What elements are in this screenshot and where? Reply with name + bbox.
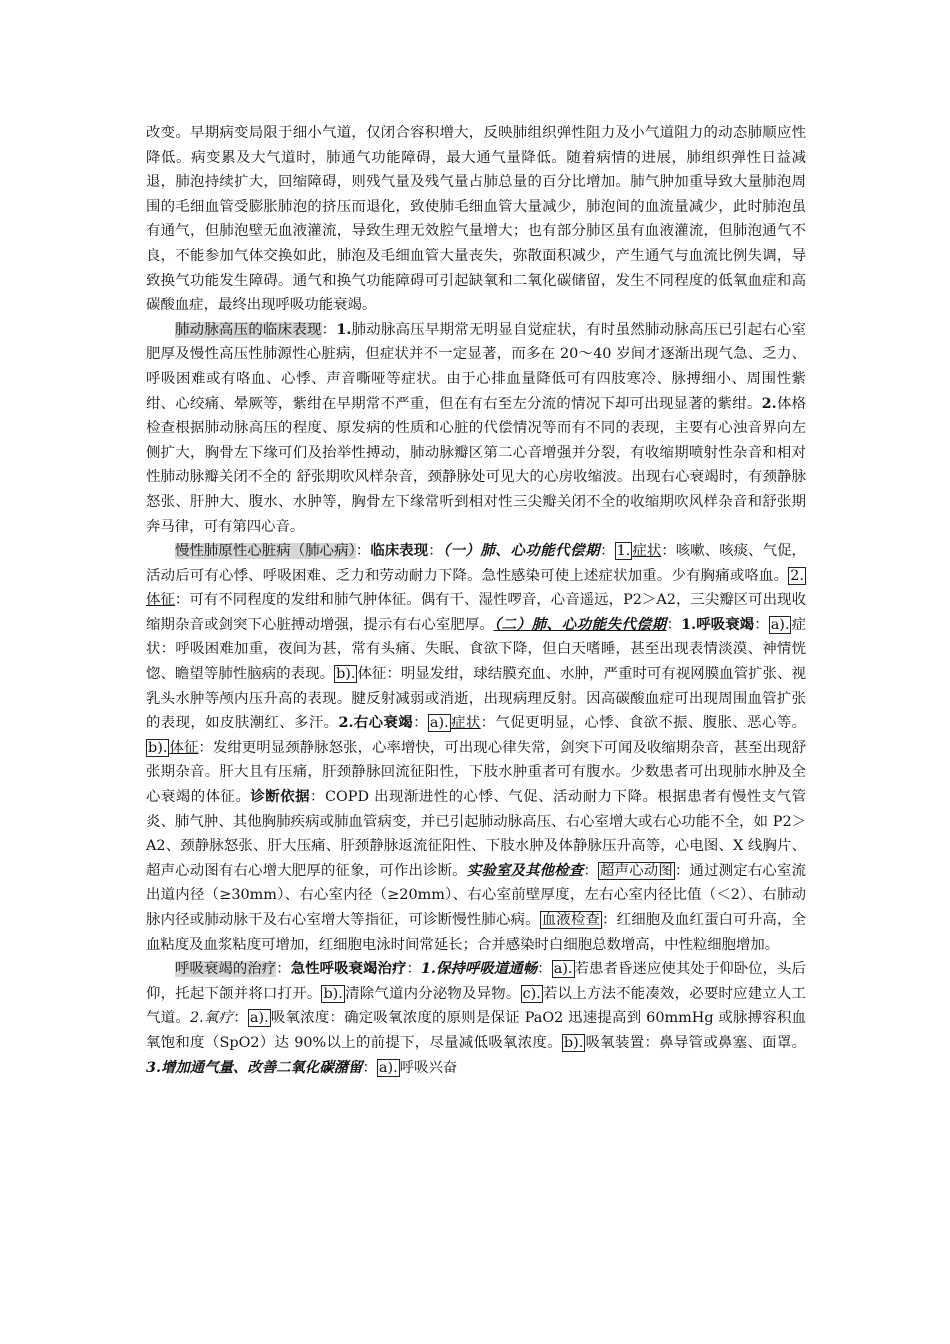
colon: ：	[233, 1010, 248, 1027]
paragraph-text: 清除气道内分泌物及异物。	[344, 985, 521, 1002]
paragraph-text: ：咳嗽、咳痰、气促，活动后可有心悸、呼吸困难、乏力和劳动耐力下降。急性感染可使上述症状加重。少有胸痛或咯血。	[146, 543, 806, 584]
boxed-letter: b).	[148, 739, 168, 756]
document-page	[146, 121, 806, 1080]
colon: ：	[362, 1059, 377, 1076]
paragraph-text: 吸氧浓度：确定吸氧浓度的原则是保证 PaO2 迅速提高到 60mmHg 或脉搏容积血氧饱和度（SpO2）达 90%以上的前提下，尽量减低吸氧浓度。	[146, 1010, 806, 1051]
subheading-diagnosis: 诊断依据	[250, 788, 311, 806]
subheading-decompensated: （二）肺、心功能失代偿期	[493, 615, 667, 633]
boxed-letter: a).	[429, 715, 449, 732]
colon: ：	[321, 321, 337, 338]
paragraph-respiratory-treatment	[146, 957, 806, 1080]
paragraph-text: ：发绀更明显颈静脉怒张，心率增快，可出现心律失常，剑突下可闻及收缩期杂音，甚至出现舒张期杂音。肝大且有压痛，肝颈静脉回流征阳性，下肢水肿重者可有腹水。少数患者可出现肺水肿及全心衰竭的体征。	[146, 739, 806, 806]
item-number: 2.	[761, 394, 777, 412]
colon: ：	[754, 616, 769, 633]
colon: ：	[428, 543, 443, 560]
boxed-term-echo: 超声心动图	[600, 862, 673, 879]
boxed-letter: a).	[249, 1010, 269, 1027]
colon: ：	[276, 961, 291, 978]
boxed-letter: b).	[336, 666, 356, 683]
underlined-term: 症状	[632, 543, 662, 560]
paragraph-text: 若以上方法不能凑效，必要时应建立人工气道。	[146, 985, 806, 1027]
boxed-letter: a).	[378, 1059, 398, 1076]
boxed-letter: b).	[563, 1034, 584, 1051]
subheading-compensated: （一）肺、心功能代偿期	[442, 542, 601, 560]
subheading-ventilation: 3.增加通气量、改善二氧化碳潴留	[146, 1058, 363, 1076]
boxed-number: 2.	[790, 567, 804, 584]
subheading-clinical: 临床表现	[370, 542, 429, 560]
section-title-pulmonary-hypertension: 肺动脉高压的临床表现	[175, 321, 322, 338]
paragraph-text: ：通过测定右心室流出道内径（≥30mm）、右心室内径（≥20mm）、右心室前壁厚度，左右心室内径比值（＜2）、右肺动脉内径或肺动脉干及右心室增大等指征，可诊断慢性肺心病。	[146, 862, 806, 928]
boxed-number: 1.	[616, 543, 631, 560]
boxed-letter: c).	[522, 985, 541, 1002]
subheading-respiratory-failure: 1.呼吸衰竭	[681, 615, 755, 633]
paragraph-text: 若患者昏迷应使其处于仰卧位，头后仰，托起下颌并将口打开。	[146, 961, 806, 1002]
section-title-cor-pulmonale: 慢性肺原性心脏病（肺心病）	[175, 543, 356, 560]
paragraph-pulmonary-function	[146, 121, 806, 318]
paragraph-text: ：可有不同程度的发绀和肺气肿体征。偶有干、湿性啰音，心音遥远，P2＞A2，三尖瓣区可出现收缩期杂音或剑突下心脏搏动增强，提示有右心室肥厚。	[146, 592, 806, 633]
paragraph-cor-pulmonale	[146, 539, 806, 957]
paragraph-pulmonary-hypertension	[146, 318, 806, 539]
colon: ：	[355, 543, 371, 560]
boxed-letter: a).	[553, 961, 573, 978]
subheading-acute-treatment: 急性呼吸衰竭治疗	[290, 960, 407, 978]
colon: ：	[600, 543, 615, 560]
item-number: 1.	[336, 320, 352, 338]
paragraph-text: 改变。早期病变局限于细小气道，仅闭合容积增大，反映肺组织弹性阻力及小气道阻力的动态肺顺应性降低。病变累及大气道时，肺通气功能障碍，最大通气量降低。随着病情的进展，肺组织弹性日益减退，肺泡持续扩大，回缩障碍，则残气量及残气量占肺总量的百分比增加。肺气肿加重导致大量肺泡周围的毛细血管受膨胀肺泡的挤压而退化，致使肺毛细血管大量减少，肺泡间的血流量减少，此时肺泡虽有通气，但肺泡壁无血液灌流，导致生理无效腔气量增大；也有部分肺区虽有血液灌流，但肺泡通气不良，不能参加气体交换如此，肺泡及毛细血管大量丧失，弥散面积减少，产生通气与血流比例失调，导致换气功能发生障碍。通气和换气功能障碍可引起缺氧和二氧化碳储留，发生不同程度的低氧血症和高碳酸血症，最终出现呼吸功能衰竭。	[146, 125, 806, 314]
paragraph-text: 呼吸兴奋	[399, 1059, 458, 1076]
subheading-airway: 1.保持呼吸道通畅	[420, 960, 538, 978]
colon: ：	[666, 616, 682, 633]
colon: ：	[406, 961, 421, 978]
subheading-lab-tests: 实验室及其他检查	[466, 861, 584, 879]
paragraph-text: COPD 出现渐进性的心悸、气促、活动耐力下降。根据患者有慢性支气管炎、肺气肿、其他胸肺疾病或肺血管病变，并已引起肺动脉高压、右心室增大或右心功能不全，如 P2＞A2、颈静脉怒张、肝大压痛、肝颈静脉返流征阳性、下肢水肿及体静脉压升高等，心电图、X 线胸片、超声心动图有右心增大肥厚的征象，可作出诊断。	[146, 789, 806, 879]
colon: ：	[537, 961, 552, 978]
paragraph-text: 吸氧装置：鼻导管或鼻塞、面罩。	[585, 1034, 806, 1051]
subheading-right-heart-failure: 2.右心衰竭	[338, 714, 414, 732]
underlined-term: 体征	[146, 592, 175, 609]
section-title-treatment: 呼吸衰竭的治疗	[175, 961, 277, 978]
paragraph-text: 体格检查根据肺动脉高压的程度、原发病的性质和心脏的代偿情况等而有不同的表现，主要有心浊音界向左侧扩大，胸骨左下缘可们及抬举性搏动，肺动脉瓣区第二心音增强并分裂，有收缩期喷射性杂音和相对性肺动脉瓣关闭不全的 舒张期吹风样杂音，颈静脉处可见大的心房收缩波。出现右心衰竭时，有颈静脉怒张、肝肿大、腹水、水肿等，胸骨左下缘常听到相对性三尖瓣关闭不全的收缩期吹风样杂音和舒张期奔马律，可有第四心音。	[146, 395, 806, 535]
underlined-term: 症状	[450, 715, 481, 732]
colon: ：	[310, 789, 325, 806]
boxed-term-blood: 血液检查	[541, 912, 601, 928]
boxed-letter: a).	[770, 616, 790, 633]
colon: ：	[413, 715, 428, 732]
subheading-oxygen: 2.氧疗	[189, 1010, 234, 1027]
paragraph-text: ：红细胞及血红蛋白可升高，全血粘度及血浆粘度可增加，红细胞电泳时间常延长；合并感染时白细胞总数增高，中性粒细胞增加。	[146, 912, 806, 953]
paragraph-text: 体征：明显发绀，球结膜充血、水肿，严重时可有视网膜血管扩张、视乳头水肿等颅内压升高的表现。腱反射减弱或消逝，出现病理反射。因高碳酸血症可出现周围血管扩张的表现，如皮肤潮红、多汗。	[146, 666, 806, 732]
underlined-term: 体征	[169, 739, 199, 756]
paragraph-text: 症状：呼吸困难加重，夜间为甚，常有头痛、失眠、食欲下降，但白天嗜睡，甚至出现表情淡漠、神情恍惚、瞻望等肺性脑病的表现。	[146, 616, 806, 683]
paragraph-text: ：气促更明显，心悸、食欲不振、腹胀、恶心等。	[480, 715, 806, 732]
boxed-letter: b).	[323, 985, 343, 1002]
paragraph-text: 肺动脉高压早期常无明显自觉症状，有时虽然肺动脉高压已引起右心室肥厚及慢性高压性肺源性心脏病，但症状并不一定显著，而多在 20～40 岁间才逐渐出现气急、乏力、呼吸困难或有咯血、心悸、声音嘶哑等症状。由于心排血量降低可有四肢寒冷、脉搏细小、周围性紫绀、心绞痛、晕厥等，紫绀在早期常不严重，但在有右至左分流的情况下却可出现显著的紫绀。	[146, 321, 806, 412]
colon: ：	[583, 862, 599, 879]
